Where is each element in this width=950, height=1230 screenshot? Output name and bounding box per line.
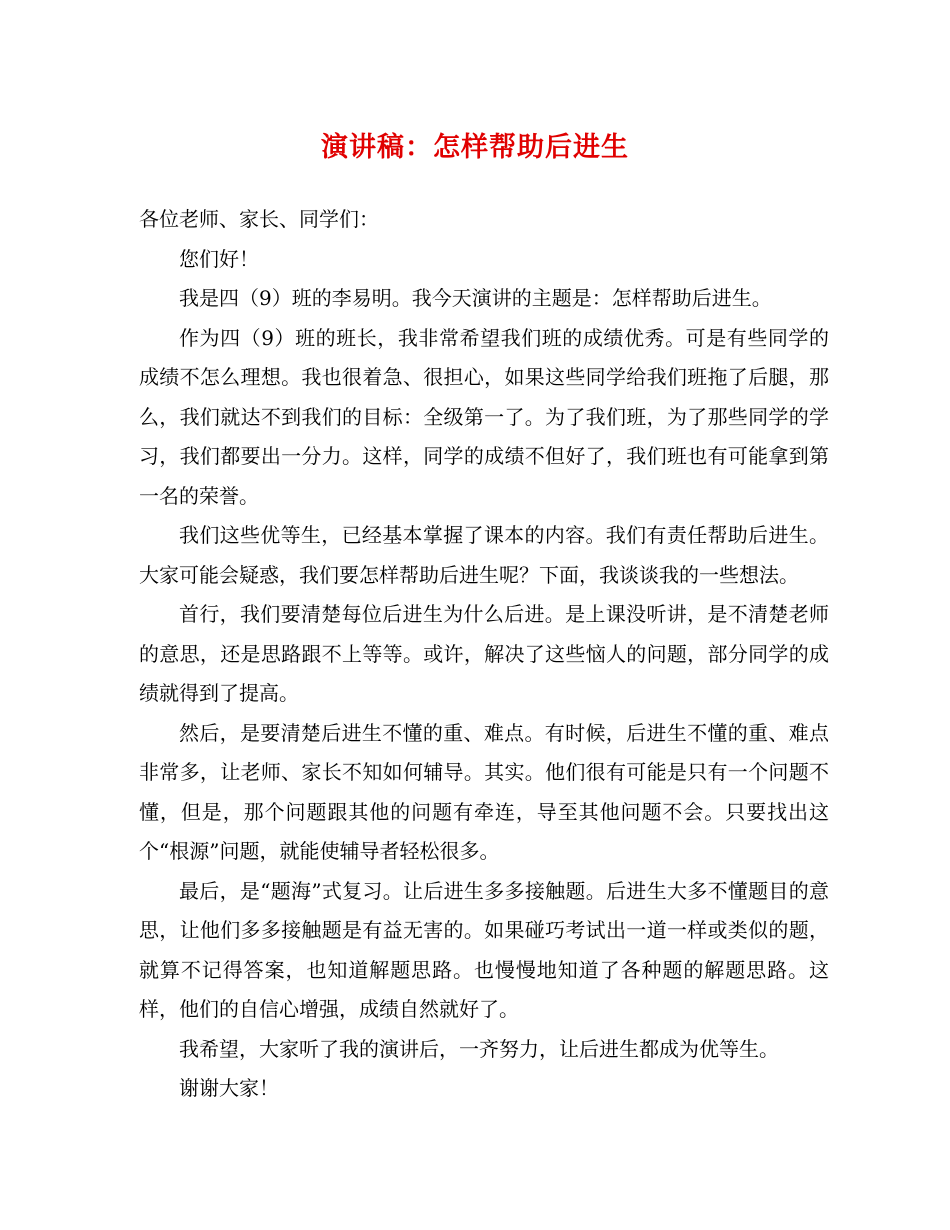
salutation: 各位老师、家长、同学们： bbox=[139, 207, 379, 231]
paragraph-final-step: 最后，是“题海”式复习。让后进生多多接触题。后进生大多不懂题目的意思，让他们多多接触题是有益无害的。如果碰巧考试出一道一样或类似的题，就算不记得答案，也知道解题思路。也慢慢地知道了各种题的解题思路。这样，他们的自信心增强，成绩自然就好了。 bbox=[139, 878, 829, 1021]
paragraph-hope: 我希望，大家听了我的演讲后，一齐努力，让后进生都成为优等生。 bbox=[179, 1036, 779, 1061]
paragraph-first-step: 首行，我们要清楚每位后进生为什么后进。是上课没听讲，是不清楚老师的意思，还是思路跟不上等等。或许，解决了这些恼人的问题，部分同学的成绩就得到了提高。 bbox=[139, 602, 829, 705]
paragraph-introduction: 我是四（9）班的李易明。我今天演讲的主题是：怎样帮助后进生。 bbox=[179, 286, 772, 310]
paragraph-second-step: 然后，是要清楚后进生不懂的重、难点。有时候，后进生不懂的重、难点非常多，让老师、家长不知如何辅导。其实。他们很有可能是只有一个问题不懂，但是，那个问题跟其他的问题有牵连，导至其他问题不会。只要找出这个“根源”问题，就能使辅导者轻松很多。 bbox=[139, 720, 829, 863]
document-title: 演讲稿：怎样帮助后进生 bbox=[321, 132, 629, 163]
paragraph-greeting: 您们好！ bbox=[179, 246, 259, 271]
paragraph-class-monitor: 作为四（9）班的班长，我非常希望我们班的成绩优秀。可是有些同学的成绩不怎么理想。我也很着急、很担心，如果这些同学给我们班拖了后腿，那么，我们就达不到我们的目标：全级第一了。为了我们班，为了那些同学的学习，我们都要出一分力。这样，同学的成绩不但好了，我们班也有可能拿到第一名的荣誉。 bbox=[139, 325, 829, 508]
paragraph-thanks: 谢谢大家！ bbox=[179, 1076, 279, 1100]
document-body bbox=[139, 200, 829, 1109]
paragraph-responsibility: 我们这些优等生，已经基本掌握了课本的内容。我们有责任帮助后进生。大家可能会疑惑，我们要怎样帮助后进生呢？下面，我谈谈我的一些想法。 bbox=[139, 523, 829, 587]
